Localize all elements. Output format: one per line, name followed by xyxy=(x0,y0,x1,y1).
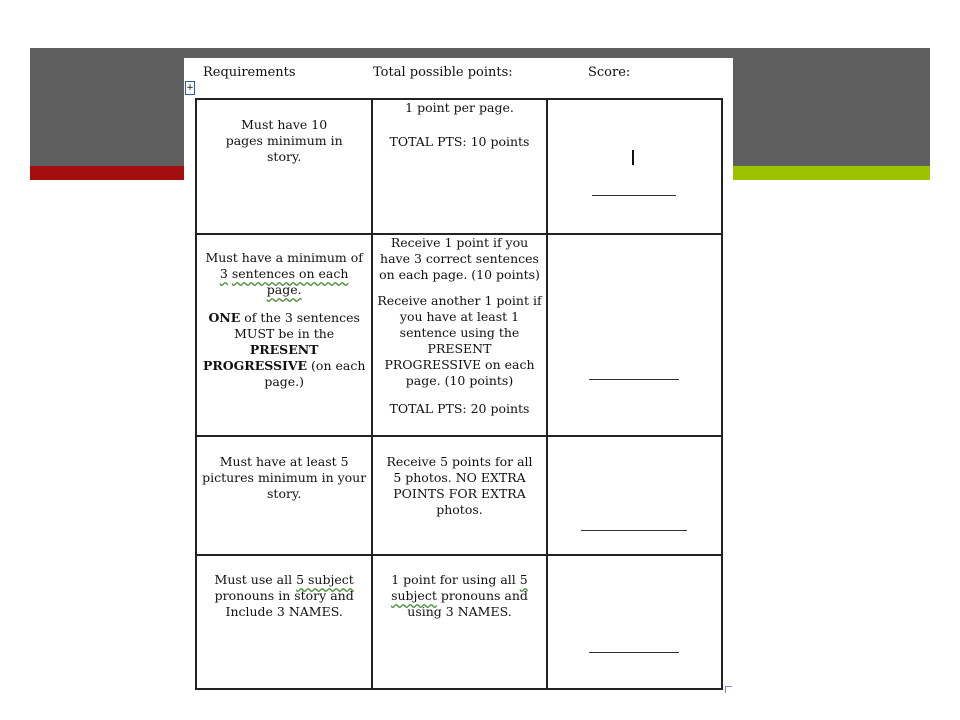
requirement-text: Must have 10 pages minimum in story. xyxy=(225,117,343,164)
points-cell xyxy=(372,234,546,436)
points-text: 1 point per page. xyxy=(405,100,514,115)
score-blank-line[interactable] xyxy=(589,379,679,380)
score-cell[interactable] xyxy=(547,99,722,234)
requirement-cell xyxy=(196,99,372,234)
points-text: Receive 5 points for all 5 photos. NO EXTRA POINTS FOR EXTRA photos. xyxy=(386,454,533,517)
points-total: TOTAL PTS: 10 points xyxy=(389,134,530,149)
requirement-text: Must use all 5 subject pronouns in story and Include 3 NAMES. xyxy=(214,572,354,619)
points-text-2: Receive another 1 point if you have at least 1 sentence using the PRESENT PROGRESSIVE on each page. (10 points) xyxy=(377,293,542,388)
rubric-table xyxy=(195,98,723,690)
score-blank-line[interactable] xyxy=(592,195,676,196)
requirement-cell xyxy=(196,555,372,689)
header-score: Score: xyxy=(588,65,631,80)
score-cell[interactable] xyxy=(547,234,722,436)
table-row xyxy=(196,555,722,689)
requirement-text: Must have at least 5 pictures minimum in your story. xyxy=(202,454,367,501)
table-row xyxy=(196,234,722,436)
score-cell[interactable] xyxy=(547,436,722,555)
points-text: 1 point for using all 5 subject pronouns and using 3 NAMES. xyxy=(391,572,528,619)
document-corner-mark xyxy=(725,686,732,693)
header-total-possible-points: Total possible points: xyxy=(373,65,513,80)
points-total: TOTAL PTS: 20 points xyxy=(389,401,530,416)
score-blank-line[interactable] xyxy=(589,652,679,653)
requirement-cell xyxy=(196,234,372,436)
points-cell xyxy=(372,99,546,234)
requirement-text: Must have a minimum of 3 sentences on each page. xyxy=(205,250,363,297)
accent-bar-red xyxy=(30,166,185,180)
text-cursor-icon xyxy=(632,150,634,165)
table-row xyxy=(196,99,722,234)
points-cell xyxy=(372,555,546,689)
requirement-cell xyxy=(196,436,372,555)
table-move-handle-icon[interactable]: + xyxy=(186,83,194,93)
points-cell xyxy=(372,436,546,555)
points-text: Receive 1 point if you have 3 correct sentences on each page. (10 points) xyxy=(379,235,540,282)
header-requirements: Requirements xyxy=(203,65,296,80)
requirement-detail: ONE of the 3 sentences MUST be in the PRESENT PROGRESSIVE (on each page.) xyxy=(202,310,366,389)
accent-bar-green xyxy=(733,166,930,180)
score-cell[interactable] xyxy=(547,555,722,689)
table-row xyxy=(196,436,722,555)
score-blank-line[interactable] xyxy=(581,530,687,531)
